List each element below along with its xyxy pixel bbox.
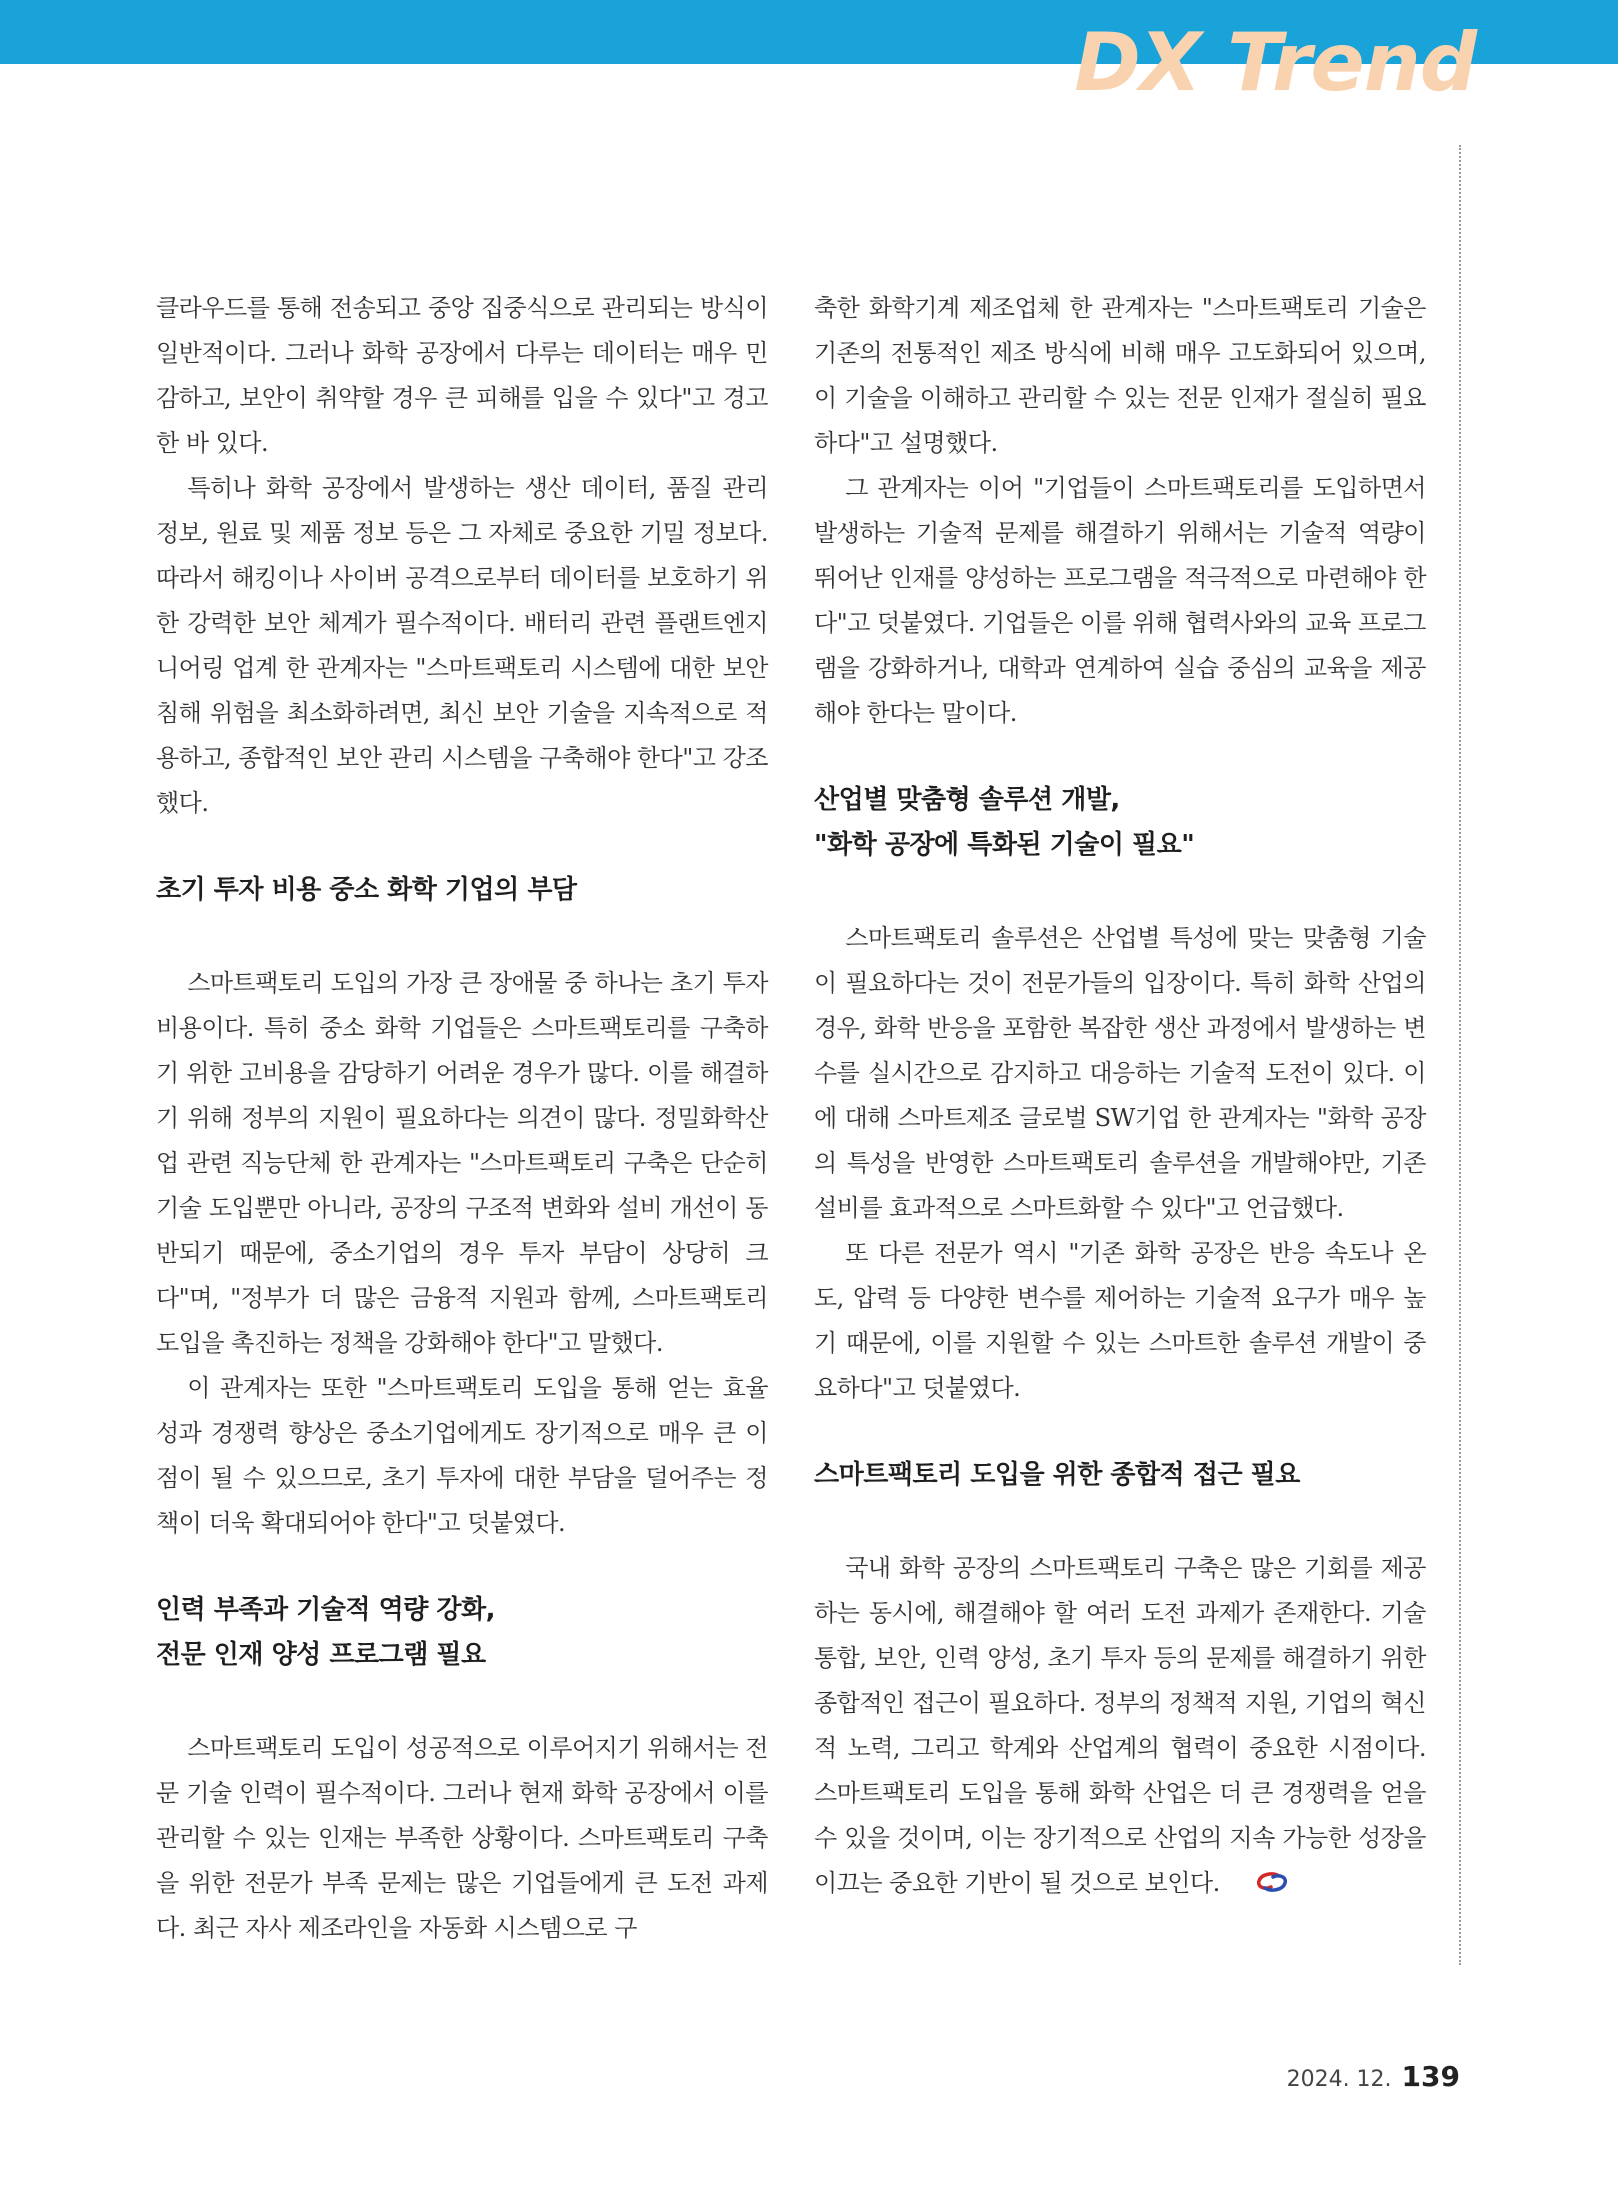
article-end-mark-icon — [1224, 1862, 1289, 1907]
subheading-line: 인력 부족과 기술적 역량 강화, — [156, 1595, 495, 1625]
subheading-line: 산업별 맞춤형 솔루션 개발, — [814, 785, 1120, 815]
page-number: 139 — [1401, 2060, 1460, 2093]
page-footer — [1287, 2060, 1460, 2093]
section-title: DX Trend — [1074, 16, 1476, 109]
subheading — [156, 1588, 768, 1678]
paragraph: 스마트팩토리 도입의 가장 큰 장애물 중 하나는 초기 투자 비용이다. 특히 중소 화학 기업들은 스마트팩토리를 구축하기 위한 고비용을 감당하기 어려운 경우가 많다. 이를 해결하기 위해 정부의 지원이 필요하다는 의견이 많다. 정밀화학산업 관련 직능단체 한 관계자는 "스마트팩토리 구축은 단순히 기술 도입뿐만 아니라, 공장의 구조적 변화와 설비 개선이 동반되기 때문에, 중소기업의 경우 투자 부담이 상당히 크다"며, "정부가 더 많은 금융적 지원과 함께, 스마트팩토리 도입을 촉진하는 정책을 강화해야 한다"고 말했다. — [156, 969, 768, 1357]
article-column-left — [156, 286, 768, 1951]
article-column-right — [814, 286, 1426, 1907]
paragraph: 스마트팩토리 도입이 성공적으로 이루어지기 위해서는 전문 기술 인력이 필수적이다. 그러나 현재 화학 공장에서 이를 관리할 수 있는 인재는 부족한 상황이다. 스마트팩토리 구축을 위한 전문가 부족 문제는 많은 기업들에게 큰 도전 과제다. 최근 자사 제조라인을 자동화 시스템으로 구 — [156, 1734, 768, 1942]
paragraph: 클라우드를 통해 전송되고 중앙 집중식으로 관리되는 방식이 일반적이다. 그러나 화학 공장에서 다루는 데이터는 매우 민감하고, 보안이 취약할 경우 큰 피해를 입을 수 있다"고 경고한 바 있다. — [156, 294, 768, 457]
dotted-margin-rule — [1459, 145, 1461, 1965]
subheading: 초기 투자 비용 중소 화학 기업의 부담 — [156, 875, 577, 905]
subheading — [814, 778, 1426, 868]
paragraph: 이 관계자는 또한 "스마트팩토리 도입을 통해 얻는 효율성과 경쟁력 향상은 중소기업에게도 장기적으로 매우 큰 이점이 될 수 있으므로, 초기 투자에 대한 부담을 덜어주는 정책이 더욱 확대되어야 한다"고 덧붙였다. — [156, 1374, 768, 1537]
subheading: 스마트팩토리 도입을 위한 종합적 접근 필요 — [814, 1460, 1300, 1490]
paragraph: 그 관계자는 이어 "기업들이 스마트팩토리를 도입하면서 발생하는 기술적 문제를 해결하기 위해서는 기술적 역량이 뛰어난 인재를 양성하는 프로그램을 적극적으로 마련해야 한다"고 덧붙였다. 기업들은 이를 위해 협력사와의 교육 프로그램을 강화하거나, 대학과 연계하여 실습 중심의 교육을 제공해야 한다는 말이다. — [814, 474, 1426, 727]
paragraph: 또 다른 전문가 역시 "기존 화학 공장은 반응 속도나 온도, 압력 등 다양한 변수를 제어하는 기술적 요구가 매우 높기 때문에, 이를 지원할 수 있는 스마트한 솔루션 개발이 중요하다"고 덧붙였다. — [814, 1239, 1426, 1402]
issue-date: 2024. 12. — [1286, 2067, 1392, 2092]
paragraph: 스마트팩토리 솔루션은 산업별 특성에 맞는 맞춤형 기술이 필요하다는 것이 전문가들의 입장이다. 특히 화학 산업의 경우, 화학 반응을 포함한 복잡한 생산 과정에서 발생하는 변수를 실시간으로 감지하고 대응하는 기술적 도전이 있다. 이에 대해 스마트제조 글로벌 SW기업 한 관계자는 "화학 공장의 특성을 반영한 스마트팩토리 솔루션을 개발해야만, 기존 설비를 효과적으로 스마트화할 수 있다"고 언급했다. — [814, 924, 1426, 1222]
subheading-line: "화학 공장에 특화된 기술이 필요" — [814, 830, 1195, 860]
subheading-line: 전문 인재 양성 프로그램 필요 — [156, 1640, 486, 1670]
paragraph-text: 국내 화학 공장의 스마트팩토리 구축은 많은 기회를 제공하는 동시에, 해결해야 할 여러 도전 과제가 존재한다. 기술 통합, 보안, 인력 양성, 초기 투자 등의 문제를 해결하기 위한 종합적인 접근이 필요하다. 정부의 정책적 지원, 기업의 혁신적 노력, 그리고 학계와 산업계의 협력이 중요한 시점이다. 스마트팩토리 도입을 통해 화학 산업은 더 큰 경쟁력을 얻을 수 있을 것이며, 이는 장기적으로 산업의 지속 가능한 성장을 이끄는 중요한 기반이 될 것으로 보인다. — [814, 1554, 1426, 1897]
paragraph: 특히나 화학 공장에서 발생하는 생산 데이터, 품질 관리 정보, 원료 및 제품 정보 등은 그 자체로 중요한 기밀 정보다. 따라서 해킹이나 사이버 공격으로부터 데이터를 보호하기 위한 강력한 보안 체계가 필수적이다. 배터리 관련 플랜트엔지니어링 업계 한 관계자는 "스마트팩토리 시스템에 대한 보안 침해 위험을 최소화하려면, 최신 보안 기술을 지속적으로 적용하고, 종합적인 보안 관리 시스템을 구축해야 한다"고 강조했다. — [156, 474, 768, 817]
paragraph — [814, 1546, 1426, 1907]
paragraph: 축한 화학기계 제조업체 한 관계자는 "스마트팩토리 기술은 기존의 전통적인 제조 방식에 비해 매우 고도화되어 있으며, 이 기술을 이해하고 관리할 수 있는 전문 인재가 절실히 필요하다"고 설명했다. — [814, 294, 1426, 457]
